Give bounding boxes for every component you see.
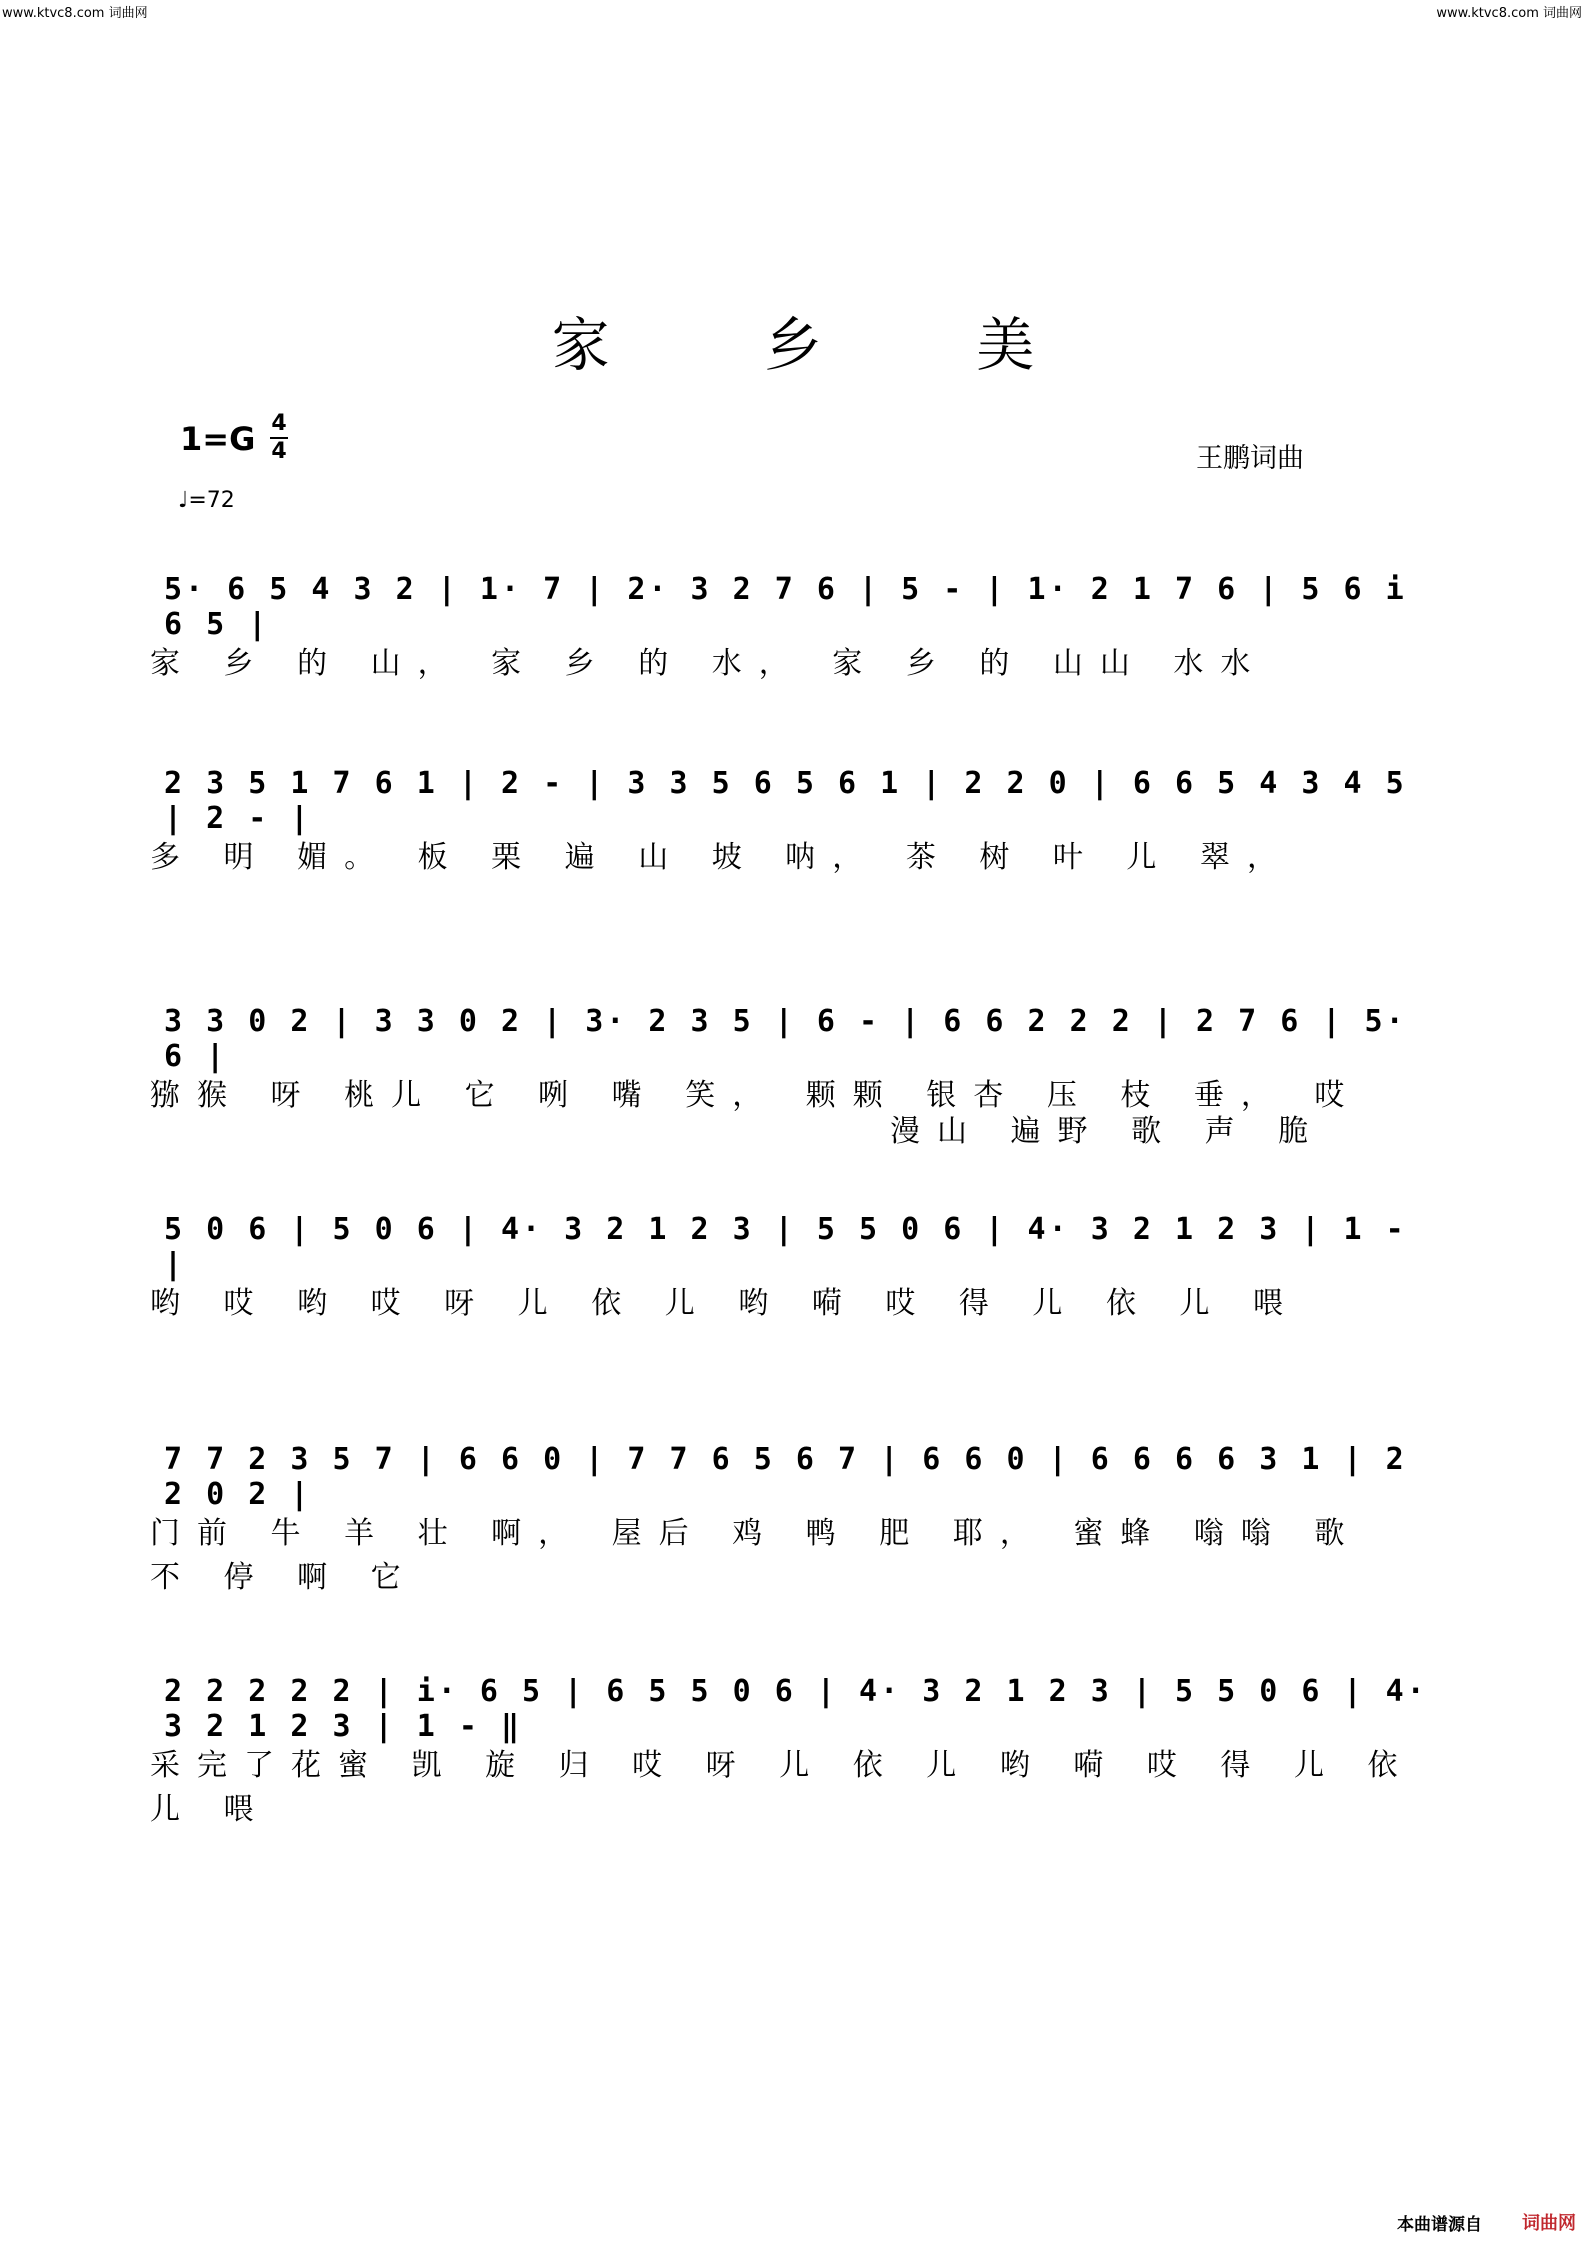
song-title: 家 乡 美 <box>551 311 1103 379</box>
lyric-line: 猕猴 呀 桃儿 它 咧 嘴 笑， 颗颗 银杏 压 枝 垂， 哎 <box>150 1078 1362 1113</box>
notation-text: 5· 6 5 4 3 2 | 1· 7 | 2· 3 2 7 6 | 5 - | 1· 2 1 7 6 | 5 6 i 6 5 | <box>164 572 1407 642</box>
notation-text: 3 3 0 2 | 3 3 0 2 | 3· 2 3 5 | 6 - | 6 6 2 2 2 | 2 7 6 | 5· 6 | <box>164 1004 1407 1074</box>
header-site-left: www.ktvc8.com 词曲网 <box>2 6 148 21</box>
notation-text: 5 0 6 | 5 0 6 | 4· 3 2 1 2 3 | 5 5 0 6 | 4· 3 2 1 2 3 | 1 - | <box>164 1212 1407 1282</box>
composer-credit: 王鹏词曲 <box>1196 443 1304 474</box>
notation-line <box>150 1668 1430 1744</box>
lyric-line: 多 明 媚。 板 栗 遍 山 坡 呐， 茶 树 叶 儿 翠， <box>150 840 1294 875</box>
tempo-marking: ♩=72 <box>178 488 235 513</box>
lyric-line: 采完了花蜜 凯 旋 归 哎 呀 儿 依 儿 哟 嗬 哎 得 儿 依 儿 喂 <box>150 1748 1415 1827</box>
notation-line <box>150 1206 1430 1282</box>
notation-line <box>150 998 1430 1074</box>
key-signature: 1=G <box>180 420 256 458</box>
lyric-line: 哟 哎 哟 哎 呀 儿 依 儿 哟 嗬 哎 得 儿 依 儿 喂 <box>150 1286 1301 1321</box>
footer-site-logo[interactable]: 词曲网 <box>1522 2213 1576 2234</box>
lyric-line: 门前 牛 羊 壮 啊， 屋后 鸡 鸭 肥 耶， 蜜蜂 嗡嗡 歌 不 停 啊 它 <box>150 1516 1362 1595</box>
notation-text: 2 2 2 2 2 | i· 6 5 | 6 5 5 0 6 | 4· 3 2 1 2 3 | 5 5 0 6 | 4· 3 2 1 2 3 | 1 - ‖ <box>164 1674 1428 1744</box>
time-signature-top: 4 <box>271 411 287 436</box>
notation-line <box>150 760 1430 836</box>
time-signature-bottom: 4 <box>271 439 287 464</box>
notation-text: 2 3 5 1 7 6 1 | 2 - | 3 3 5 6 5 6 1 | 2 2 0 | 6 6 5 4 3 4 5 | 2 - | <box>164 766 1407 836</box>
notation-line <box>150 1436 1430 1512</box>
notation-text: 7 7 2 3 5 7 | 6 6 0 | 7 7 6 5 6 7 | 6 6 0 | 6 6 6 6 3 1 | 2 2 0 2 | <box>164 1442 1407 1512</box>
lyric-line-alt: 漫山 遍野 歌 声 脆 <box>890 1114 1326 1149</box>
notation-line <box>150 566 1430 642</box>
footer-source-label: 本曲谱源自 <box>1397 2215 1482 2235</box>
time-signature <box>270 412 288 464</box>
lyric-line: 家 乡 的 山， 家 乡 的 水， 家 乡 的 山山 水水 <box>150 646 1268 681</box>
header-site-right: www.ktvc8.com 词曲网 <box>1436 6 1582 21</box>
